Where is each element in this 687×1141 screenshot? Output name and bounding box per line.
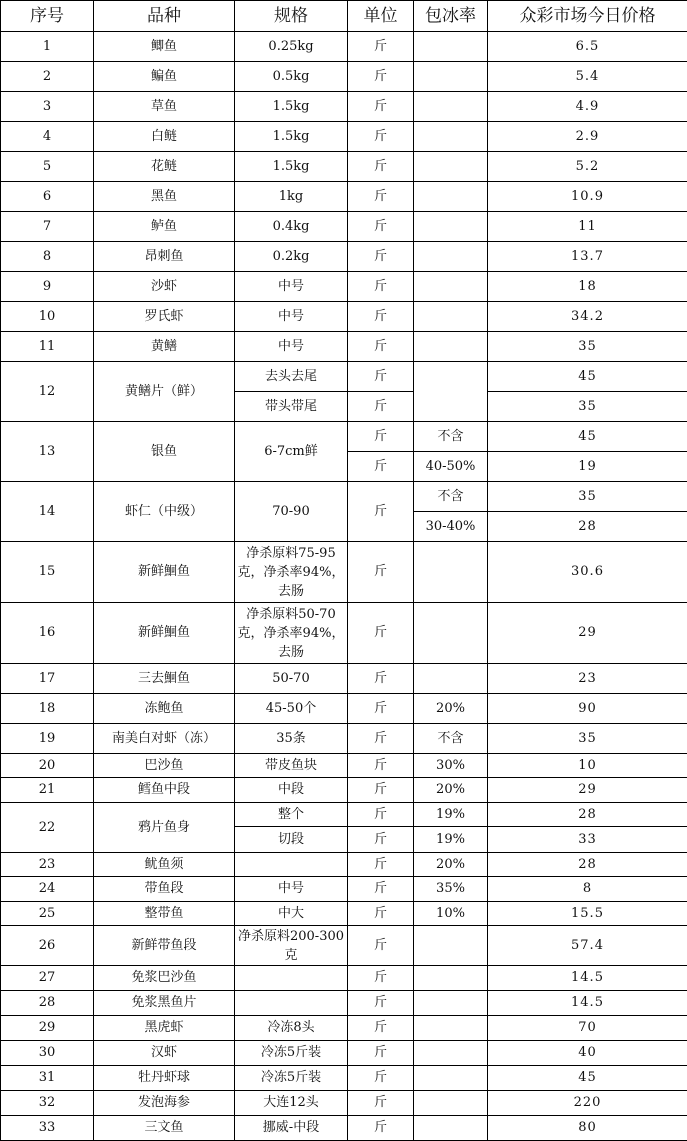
price-cell: 33 [488, 827, 687, 853]
table-cell: 三去鮰鱼 [94, 664, 235, 694]
table-cell: 斤 [348, 62, 414, 92]
table-cell: 罗氏虾 [94, 302, 235, 332]
spec-cell [235, 991, 348, 1016]
table-cell: 斤 [348, 362, 414, 392]
table-cell [414, 32, 488, 62]
price-cell: 18 [488, 272, 687, 302]
price-cell: 6.5 [488, 32, 687, 62]
spec-cell: 0.4kg [235, 212, 348, 242]
table-cell: 沙虾 [94, 272, 235, 302]
spec-cell [235, 966, 348, 991]
spec-cell: 中号 [235, 877, 348, 902]
table-row [1, 1041, 687, 1066]
price-cell: 14.5 [488, 966, 687, 991]
table-cell: 斤 [348, 803, 414, 827]
table-cell [414, 1066, 488, 1091]
table-cell: 发泡海参 [94, 1091, 235, 1116]
table-cell: 斤 [348, 778, 414, 803]
spec-cell: 0.2kg [235, 242, 348, 272]
table-cell: 斤 [348, 122, 414, 152]
table-row [1, 724, 687, 754]
table-cell: 汉虾 [94, 1041, 235, 1066]
table-row [1, 242, 687, 272]
price-cell: 2.9 [488, 122, 687, 152]
table-cell [414, 1016, 488, 1041]
spec-cell: 1.5kg [235, 92, 348, 122]
table-cell: 斤 [348, 1091, 414, 1116]
table-cell: 白鲢 [94, 122, 235, 152]
table-row [1, 182, 687, 212]
table-header [1, 1, 687, 32]
table-cell: 斤 [348, 853, 414, 877]
spec-cell: 中大 [235, 902, 348, 926]
price-cell: 28 [488, 803, 687, 827]
price-cell: 11 [488, 212, 687, 242]
table-row [1, 694, 687, 724]
spec-cell: 冷冻5斤装 [235, 1066, 348, 1091]
table-cell [414, 966, 488, 991]
spec-cell: 去头去尾 [235, 362, 348, 392]
table-cell: 斤 [348, 603, 414, 664]
table-cell [414, 62, 488, 92]
table-cell [414, 1041, 488, 1066]
table-cell [414, 926, 488, 966]
row-index: 21 [1, 778, 94, 803]
header-ice-rate: 包冰率 [414, 1, 488, 32]
table-cell: 鲫鱼 [94, 32, 235, 62]
table-row [1, 302, 687, 332]
price-cell: 45 [488, 422, 687, 452]
table-cell: 不含 [414, 482, 488, 512]
table-row [1, 362, 687, 392]
table-cell: 黄鳝 [94, 332, 235, 362]
table-row [1, 122, 687, 152]
row-index: 16 [1, 603, 94, 664]
table-row [1, 664, 687, 694]
spec-cell: 带头带尾 [235, 392, 348, 422]
table-cell: 带鱼段 [94, 877, 235, 902]
row-index: 4 [1, 122, 94, 152]
table-cell [414, 272, 488, 302]
spec-cell: 中号 [235, 272, 348, 302]
table-cell: 免浆巴沙鱼 [94, 966, 235, 991]
table-cell: 斤 [348, 272, 414, 302]
table-body [1, 32, 687, 1141]
table-cell: 三文鱼 [94, 1116, 235, 1141]
price-cell: 10.9 [488, 182, 687, 212]
table-row [1, 152, 687, 182]
table-cell: 斤 [348, 664, 414, 694]
table-cell: 牡丹虾球 [94, 1066, 235, 1091]
price-cell: 45 [488, 1066, 687, 1091]
table-cell: 银鱼 [94, 422, 235, 482]
table-row [1, 991, 687, 1016]
table-row [1, 32, 687, 62]
table-cell: 斤 [348, 452, 414, 482]
row-index: 7 [1, 212, 94, 242]
row-index: 6 [1, 182, 94, 212]
table-row [1, 62, 687, 92]
table-row [1, 966, 687, 991]
table-cell: 不含 [414, 422, 488, 452]
table-row [1, 877, 687, 902]
price-cell: 35 [488, 724, 687, 754]
table-cell: 斤 [348, 827, 414, 853]
header-spec: 规格 [235, 1, 348, 32]
table-cell [414, 1116, 488, 1141]
table-cell: 黑虎虾 [94, 1016, 235, 1041]
table-cell: 斤 [348, 926, 414, 966]
row-index: 30 [1, 1041, 94, 1066]
table-row [1, 803, 687, 827]
table-cell [414, 603, 488, 664]
header-index: 序号 [1, 1, 94, 32]
price-cell: 8 [488, 877, 687, 902]
table-cell: 10% [414, 902, 488, 926]
spec-cell: 1kg [235, 182, 348, 212]
spec-cell: 1.5kg [235, 152, 348, 182]
table-cell: 20% [414, 853, 488, 877]
spec-cell: 50-70 [235, 664, 348, 694]
table-cell: 19% [414, 827, 488, 853]
row-index: 19 [1, 724, 94, 754]
table-cell: 草鱼 [94, 92, 235, 122]
table-cell: 昂刺鱼 [94, 242, 235, 272]
row-index: 1 [1, 32, 94, 62]
table-cell: 新鲜带鱼段 [94, 926, 235, 966]
price-cell: 40 [488, 1041, 687, 1066]
row-index: 25 [1, 902, 94, 926]
table-cell [414, 152, 488, 182]
row-index: 11 [1, 332, 94, 362]
price-cell: 10 [488, 754, 687, 778]
table-row [1, 853, 687, 877]
table-cell: 斤 [348, 482, 414, 542]
table-cell: 40-50% [414, 452, 488, 482]
price-cell: 80 [488, 1116, 687, 1141]
row-index: 13 [1, 422, 94, 482]
price-cell: 29 [488, 778, 687, 803]
table-cell: 鸦片鱼身 [94, 803, 235, 853]
table-cell [414, 991, 488, 1016]
table-cell: 斤 [348, 242, 414, 272]
price-cell: 57.4 [488, 926, 687, 966]
table-cell [414, 122, 488, 152]
table-row [1, 542, 687, 603]
header-price: 众彩市场今日价格 [488, 1, 687, 32]
price-cell: 90 [488, 694, 687, 724]
table-cell: 黄鳝片（鲜） [94, 362, 235, 422]
table-cell: 斤 [348, 694, 414, 724]
row-index: 28 [1, 991, 94, 1016]
row-index: 8 [1, 242, 94, 272]
row-index: 10 [1, 302, 94, 332]
row-index: 27 [1, 966, 94, 991]
price-cell: 15.5 [488, 902, 687, 926]
table-cell: 斤 [348, 1041, 414, 1066]
table-cell: 冻鲍鱼 [94, 694, 235, 724]
price-cell: 35 [488, 482, 687, 512]
row-index: 18 [1, 694, 94, 724]
table-row [1, 926, 687, 966]
table-cell: 斤 [348, 92, 414, 122]
table-row [1, 482, 687, 512]
row-index: 5 [1, 152, 94, 182]
table-cell: 30-40% [414, 512, 488, 542]
table-cell: 斤 [348, 754, 414, 778]
row-index: 14 [1, 482, 94, 542]
price-cell: 45 [488, 362, 687, 392]
table-cell: 斤 [348, 1066, 414, 1091]
table-cell: 斤 [348, 302, 414, 332]
row-index: 24 [1, 877, 94, 902]
table-row [1, 902, 687, 926]
table-row [1, 778, 687, 803]
table-row [1, 1091, 687, 1116]
price-cell: 70 [488, 1016, 687, 1041]
table-cell [414, 92, 488, 122]
spec-cell [235, 853, 348, 877]
spec-cell: 带皮鱼块 [235, 754, 348, 778]
header-unit: 单位 [348, 1, 414, 32]
table-row [1, 1066, 687, 1091]
row-index: 31 [1, 1066, 94, 1091]
table-cell: 斤 [348, 32, 414, 62]
price-cell: 34.2 [488, 302, 687, 332]
table-cell: 19% [414, 803, 488, 827]
table-cell: 斤 [348, 182, 414, 212]
table-cell: 斤 [348, 902, 414, 926]
table-cell: 鱿鱼须 [94, 853, 235, 877]
table-row [1, 1116, 687, 1141]
table-cell: 35% [414, 877, 488, 902]
spec-cell: 35条 [235, 724, 348, 754]
table-cell: 鳕鱼中段 [94, 778, 235, 803]
table-cell: 整带鱼 [94, 902, 235, 926]
table-cell [414, 302, 488, 332]
table-cell: 斤 [348, 966, 414, 991]
spec-cell: 0.5kg [235, 62, 348, 92]
table-cell [414, 212, 488, 242]
row-index: 33 [1, 1116, 94, 1141]
spec-cell: 净杀原料50-70克，净杀率94%，去肠 [235, 603, 348, 664]
table-row [1, 212, 687, 242]
spec-cell: 0.25kg [235, 32, 348, 62]
spec-cell: 45-50个 [235, 694, 348, 724]
table-cell [414, 664, 488, 694]
row-index: 9 [1, 272, 94, 302]
table-row [1, 422, 687, 452]
spec-cell: 整个 [235, 803, 348, 827]
table-row [1, 754, 687, 778]
table-cell [414, 362, 488, 422]
table-cell: 南美白对虾（冻） [94, 724, 235, 754]
spec-cell: 净杀原料200-300克 [235, 926, 348, 966]
table-cell: 斤 [348, 1116, 414, 1141]
price-cell: 23 [488, 664, 687, 694]
row-index: 17 [1, 664, 94, 694]
table-cell [414, 542, 488, 603]
table-cell [414, 182, 488, 212]
row-index: 29 [1, 1016, 94, 1041]
table-cell: 斤 [348, 724, 414, 754]
spec-cell: 冷冻5斤装 [235, 1041, 348, 1066]
table-cell: 20% [414, 694, 488, 724]
header-variety: 品种 [94, 1, 235, 32]
table-cell: 斤 [348, 392, 414, 422]
table-row [1, 332, 687, 362]
price-cell: 220 [488, 1091, 687, 1116]
table-cell [414, 332, 488, 362]
price-cell: 35 [488, 332, 687, 362]
table-cell: 鳊鱼 [94, 62, 235, 92]
table-cell: 30% [414, 754, 488, 778]
price-cell: 5.4 [488, 62, 687, 92]
table-cell: 斤 [348, 991, 414, 1016]
price-cell: 13.7 [488, 242, 687, 272]
row-index: 32 [1, 1091, 94, 1116]
table-cell: 斤 [348, 877, 414, 902]
price-cell: 14.5 [488, 991, 687, 1016]
row-index: 12 [1, 362, 94, 422]
table-cell: 20% [414, 778, 488, 803]
table-cell: 新鲜鮰鱼 [94, 603, 235, 664]
row-index: 3 [1, 92, 94, 122]
table-cell: 鲈鱼 [94, 212, 235, 242]
spec-cell: 70-90 [235, 482, 348, 542]
price-cell: 29 [488, 603, 687, 664]
row-index: 26 [1, 926, 94, 966]
row-index: 20 [1, 754, 94, 778]
spec-cell: 中号 [235, 332, 348, 362]
price-cell: 30.6 [488, 542, 687, 603]
spec-cell: 冷冻8头 [235, 1016, 348, 1041]
table-cell: 斤 [348, 152, 414, 182]
row-index: 2 [1, 62, 94, 92]
table-cell: 斤 [348, 542, 414, 603]
table-cell: 黑鱼 [94, 182, 235, 212]
table-row [1, 92, 687, 122]
spec-cell: 大连12头 [235, 1091, 348, 1116]
table-cell: 斤 [348, 332, 414, 362]
spec-cell: 中段 [235, 778, 348, 803]
table-cell: 免浆黑鱼片 [94, 991, 235, 1016]
row-index: 23 [1, 853, 94, 877]
table-row [1, 603, 687, 664]
row-index: 15 [1, 542, 94, 603]
table-row [1, 272, 687, 302]
spec-cell: 挪威-中段 [235, 1116, 348, 1141]
table-cell [414, 1091, 488, 1116]
price-cell: 4.9 [488, 92, 687, 122]
price-cell: 5.2 [488, 152, 687, 182]
price-cell: 19 [488, 452, 687, 482]
spec-cell: 切段 [235, 827, 348, 853]
table-cell: 斤 [348, 422, 414, 452]
spec-cell: 中号 [235, 302, 348, 332]
header-row [1, 1, 687, 32]
price-cell: 35 [488, 392, 687, 422]
price-cell: 28 [488, 853, 687, 877]
table-cell: 斤 [348, 1016, 414, 1041]
price-cell: 28 [488, 512, 687, 542]
table-cell [414, 242, 488, 272]
table-cell: 虾仁（中级） [94, 482, 235, 542]
table-row [1, 1016, 687, 1041]
row-index: 22 [1, 803, 94, 853]
spec-cell: 1.5kg [235, 122, 348, 152]
spec-cell: 净杀原料75-95克，净杀率94%，去肠 [235, 542, 348, 603]
table-cell: 斤 [348, 212, 414, 242]
table-cell: 不含 [414, 724, 488, 754]
spec-cell: 6-7cm鲜 [235, 422, 348, 482]
table-cell: 新鲜鮰鱼 [94, 542, 235, 603]
table-cell: 巴沙鱼 [94, 754, 235, 778]
table-cell: 花鲢 [94, 152, 235, 182]
